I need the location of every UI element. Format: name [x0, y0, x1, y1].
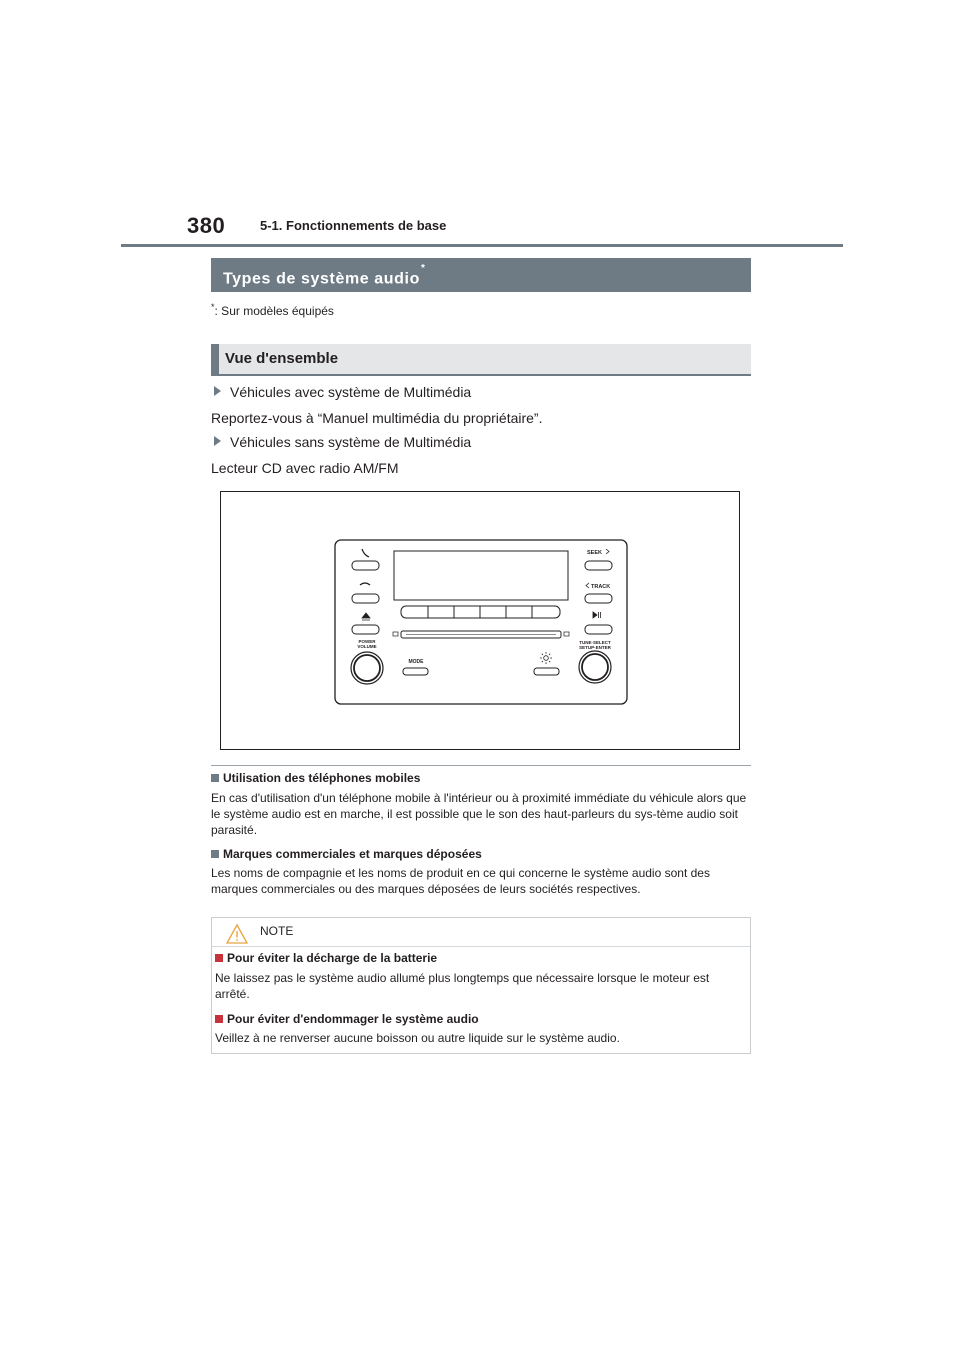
- mode-label: MODE: [408, 659, 424, 665]
- tune-knob: [579, 651, 611, 683]
- play-pause-icon: [593, 612, 601, 618]
- footnote-marker: *: [211, 302, 215, 312]
- tune-select-label: TUNE·SELECT: [579, 640, 611, 645]
- variant-text-no-multimedia: Lecteur CD avec radio AM/FM: [211, 460, 399, 476]
- note-heading-damage: [215, 1012, 479, 1026]
- section-title: 5-1. Fonctionnements de base: [260, 218, 447, 233]
- chevron-left-icon: [586, 583, 589, 588]
- variant-heading-text: Véhicules avec système de Multimédia: [230, 384, 472, 400]
- note-heading-text: Pour éviter d'endommager le système audio: [227, 1012, 479, 1026]
- mode-button: [403, 668, 428, 675]
- square-bullet-icon: [215, 954, 223, 962]
- hangup-button: [352, 594, 379, 603]
- note-text-battery: Ne laissez pas le système audio allumé plus longtemps que nécessaire lorsque le moteur est arrêté.: [215, 971, 710, 1001]
- info-heading-mobile: [211, 771, 420, 785]
- square-bullet-icon: [211, 774, 219, 782]
- audio-unit-figure: [220, 491, 740, 750]
- phone-hangup-icon: [360, 583, 370, 585]
- variant-heading-text: Véhicules sans système de Multimédia: [230, 434, 472, 450]
- note-heading-text: Pour éviter la décharge de la batterie: [227, 951, 438, 965]
- eject-icon: [362, 613, 370, 620]
- info-text-trademarks: Les noms de compagnie et les noms de produit en ce qui concerne le système audio sont des marques commerciales ou des marques déposées de leurs sociétés respectives.: [211, 866, 710, 896]
- seek-button: [585, 561, 612, 570]
- triangle-bullet-icon: [214, 436, 221, 446]
- info-heading-text: Marques commerciales et marques déposées: [223, 847, 482, 861]
- triangle-bullet-icon: [214, 386, 221, 396]
- display-screen: [394, 551, 568, 600]
- square-bullet-icon: [211, 850, 219, 858]
- title-footnote-marker: *: [420, 263, 426, 274]
- section-divider: [211, 765, 751, 766]
- variant-text-multimedia: Reportez-vous à “Manuel multimédia du propriétaire”.: [211, 410, 543, 426]
- cd-radio-illustration: [221, 492, 739, 749]
- volume-knob: [351, 652, 383, 684]
- note-heading-battery: [215, 951, 437, 965]
- subtitle-bar: [211, 344, 751, 376]
- note-text-damage: Veillez à ne renverser aucune boisson ou autre liquide sur le système audio.: [215, 1031, 620, 1045]
- page-number: 380: [187, 213, 226, 238]
- brightness-icon: [540, 652, 552, 664]
- subtitle: Vue d'ensemble: [225, 350, 339, 367]
- info-text-mobile: En cas d'utilisation d'un téléphone mobile à l'intérieur ou à proximité immédiate du véhicule alors que le système audio est en marche, il est possible que le son des haut-parleurs du sys-tème audio soit parasité.: [211, 791, 747, 837]
- seek-label: SEEK: [587, 550, 602, 556]
- play-pause-button: [585, 625, 612, 634]
- footnote-text: : Sur modèles équipés: [214, 304, 334, 318]
- call-button: [352, 561, 379, 570]
- footnote: [211, 302, 334, 318]
- phone-pickup-icon: [362, 549, 369, 557]
- note-label: NOTE: [260, 924, 294, 938]
- note-divider: [212, 946, 750, 947]
- track-label: TRACK: [591, 584, 611, 590]
- info-heading-trademarks: [211, 847, 482, 861]
- volume-label: VOLUME: [357, 644, 377, 649]
- page-title: Types de système audio: [223, 270, 420, 288]
- warning-triangle-icon: [225, 923, 249, 945]
- eject-button: [352, 625, 379, 634]
- square-bullet-icon: [215, 1015, 223, 1023]
- page-title-bar: [211, 258, 751, 292]
- header-divider: [121, 244, 843, 247]
- variant-heading-no-multimedia: [214, 434, 471, 450]
- power-label: POWER: [358, 639, 376, 644]
- info-heading-text: Utilisation des téléphones mobiles: [223, 771, 421, 785]
- brightness-button: [534, 668, 559, 675]
- variant-heading-multimedia: [214, 384, 471, 400]
- chevron-right-icon: [606, 549, 609, 554]
- setup-enter-label: SETUP·ENTER: [579, 645, 611, 650]
- track-button: [585, 594, 612, 603]
